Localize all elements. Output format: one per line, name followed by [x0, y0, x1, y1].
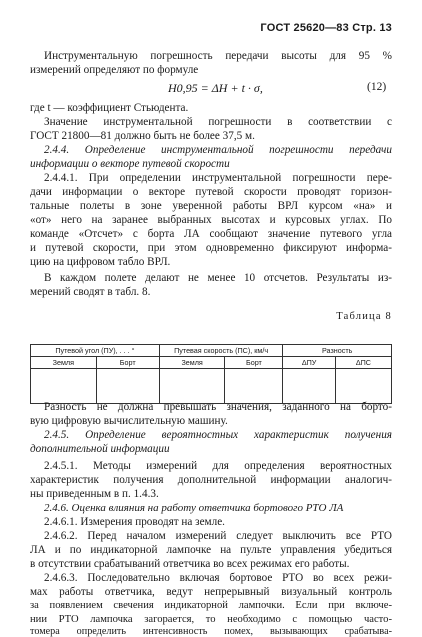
section-2-4-4-1-line: дачи информации о векторе путевой скорости проводят горизон-	[30, 186, 392, 198]
para2-line1: Значение инструментальной погрешности в соответствии с	[44, 116, 392, 128]
section-2-4-6-3-line: мах работы ответчика, ведут непрерывный визуальный контроль	[30, 586, 392, 598]
section-2-4-5-line1: 2.4.5. Определение вероятностных характеристик получения	[44, 429, 392, 441]
table-sub-header: Земля	[31, 357, 97, 369]
section-2-4-6: 2.4.6. Оценка влияния на работу ответчика бортового РТО ЛА	[44, 502, 344, 514]
table-sub-header-row	[31, 357, 392, 369]
section-2-4-4-1-line: и путевой скорости, при этом одновременно фиксируют информа-	[30, 242, 392, 254]
section-2-4-6-2-line: 2.4.6.2. Перед началом измерений следует выключить все РТО	[44, 530, 392, 542]
table-cell	[159, 369, 225, 404]
section-2-4-5-1-line: 2.4.5.1. Методы измерений для определения вероятностных	[44, 460, 392, 472]
para2-line2: ГОСТ 21800—81 должно быть не более 37,5 м.	[30, 130, 255, 142]
table-group-header-row	[31, 345, 392, 357]
table-sub-header: ΔПС	[335, 357, 391, 369]
page-header: ГОСТ 25620—83 Стр. 13	[260, 22, 392, 34]
section-2-4-4-1-line: команде «Отсчет» с борта ЛА сообщают значение путевого угла	[30, 228, 392, 240]
formula-number: (12)	[367, 81, 387, 93]
table-8	[30, 344, 392, 404]
table-cell	[96, 369, 159, 404]
para1-line1: Инструментальную погрешность передачи высоты для 95 %	[44, 50, 392, 62]
table-group-header: Путевой угол (ПУ), . . . °	[31, 345, 160, 357]
section-2-4-5-1-line: ны приведенным в п. 1.4.3.	[30, 488, 159, 500]
formula: H0,95 = ΔH + t · σ,	[168, 81, 263, 95]
table-group-header: Путевая скорость (ПС), км/ч	[159, 345, 283, 357]
section-2-4-5-line2: дополнительной информации	[30, 443, 170, 455]
table-cell	[31, 369, 97, 404]
table-cell	[335, 369, 391, 404]
section-2-4-5-1-line: характеристик получения дополнительной информации аналогич-	[30, 474, 392, 486]
section-2-4-6-3-line: за появлением свечения индикаторной лампочки. Если при включе-	[30, 600, 392, 611]
para4-line1: Разность не должна превышать значения, заданного на борто-	[44, 401, 392, 413]
section-2-4-4-1-line: 2.4.4.1. При определении инструментальной погрешности пере-	[44, 172, 392, 184]
table-caption: Таблица 8	[336, 311, 392, 322]
para3-line1: В каждом полете делают не менее 10 отсчетов. Результаты из-	[44, 272, 392, 284]
section-2-4-4-line2: информации о векторе путевой скорости	[30, 158, 230, 170]
section-2-4-6-2-line: ЛА и по индикаторной лампочке на пульте управления убедиться	[30, 544, 392, 556]
section-2-4-6-3-line: томера определить интенсивность помех, вызывающих срабатыва-	[30, 626, 392, 637]
para1-line2: измерений определяют по формуле	[30, 64, 199, 76]
where-line: где t — коэффициент Стьюдента.	[30, 102, 189, 114]
para3-line2: мерений сводят в табл. 8.	[30, 286, 151, 298]
section-2-4-6-3-line: 2.4.6.3. Последовательно включая бортовое РТО во всех режи-	[44, 572, 392, 584]
table-empty-row	[31, 369, 392, 404]
table-cell	[225, 369, 283, 404]
table-sub-header: Земля	[159, 357, 225, 369]
table-cell	[283, 369, 335, 404]
section-2-4-6-1: 2.4.6.1. Измерения проводят на земле.	[44, 516, 225, 528]
table-sub-header: Борт	[96, 357, 159, 369]
table-group-header: Разность	[283, 345, 392, 357]
para4-line2: вую цифровую вычислительную машину.	[30, 415, 228, 427]
section-2-4-6-2-line: в отсутствии срабатываний ответчика во всех режимах его работы.	[30, 558, 350, 570]
section-2-4-4-1-line: цию на цифровом табло ВРЛ.	[30, 256, 171, 268]
section-2-4-4-line1: 2.4.4. Определение инструментальной погрешности передачи	[44, 144, 392, 156]
table-sub-header: ΔПУ	[283, 357, 335, 369]
table-sub-header: Борт	[225, 357, 283, 369]
section-2-4-4-1-line: тальные полеты в зоне уверенной работы ВРЛ курсом «на» и	[30, 200, 392, 212]
section-2-4-4-1-line: «от» него на заранее выбранных высотах и курсовых углах. По	[30, 214, 392, 226]
section-2-4-6-3-line: нии РТО лампочка загорается, то необходимо с помощью часто-	[30, 614, 392, 625]
